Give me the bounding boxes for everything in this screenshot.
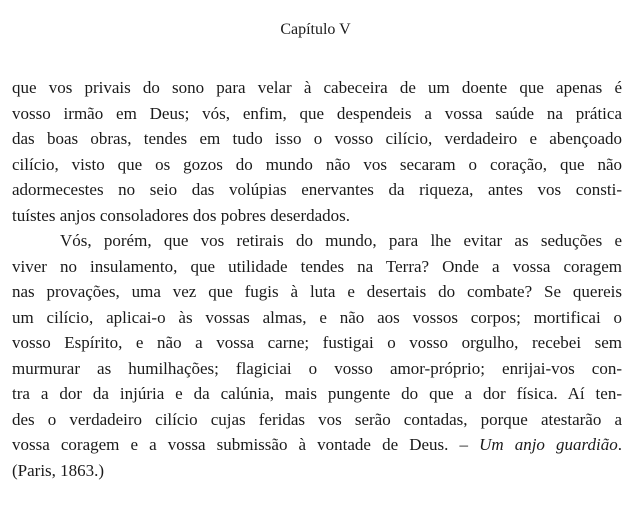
closing-line: (Paris, 1863.) (12, 460, 105, 480)
text-line-with-signature (12, 432, 622, 458)
text-line: das boas obras, tendes em tudo isso o vosso cilício, verdadeiro e abençoado (12, 129, 622, 148)
text-line: vosso Espírito, e não a vossa carne; fustigai o vosso orgulho, recebei sem (12, 333, 622, 352)
text-line: adormecestes no seio das volúpias enervantes da riqueza, antes vos consti- (12, 180, 622, 199)
chapter-header: Capítulo V (280, 21, 351, 38)
text-line: viver no insulamento, que utilidade tendes na Terra? Onde a vossa coragem (12, 256, 622, 276)
text-line: cilício, visto que os gozos do mundo não vos secaram o coração, que não (12, 154, 622, 174)
text-line: nas provações, uma vez que fugis à luta e desertais do combate? Se quereis (12, 282, 622, 301)
paragraph-2 (12, 228, 622, 483)
text-line: que vos privais do sono para velar à cabeceira de um doente que apenas é (12, 78, 622, 97)
body-text (12, 75, 622, 483)
text-line: Vós, porém, que vos retirais do mundo, para lhe evitar as seduções e (60, 231, 622, 250)
text-line: tuístes anjos consoladores dos pobres deserdados. (12, 205, 351, 225)
text-line: murmurar as humilhações; flagiciai o vosso amor-próprio; enrijai-vos con- (12, 358, 622, 378)
text-line: des o verdadeiro cilício cujas feridas vos serão contadas, porque atestarão a (12, 409, 622, 429)
paragraph-1 (12, 75, 622, 228)
text-run: vossa coragem e a vossa submissão à vontade de Deus. – (12, 435, 480, 454)
text-line: tra a dor da injúria e da calúnia, mais pungente do que a dor física. Aí ten- (12, 384, 622, 403)
text-line: vosso irmão em Deus; vós, enfim, que despendeis a vossa saúde na prática (12, 103, 622, 123)
text-run: . (617, 435, 622, 454)
signature: Um anjo guardião (479, 435, 618, 454)
text-line: um cilício, aplicai-o às vossas almas, e não aos vossos corpos; mortificai o (12, 307, 622, 327)
